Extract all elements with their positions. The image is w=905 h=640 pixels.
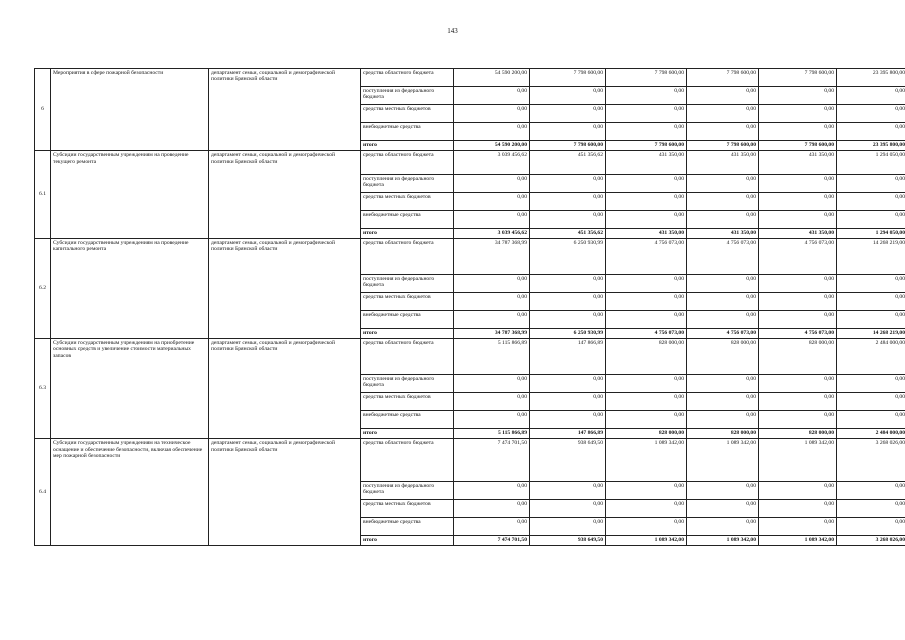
amount-cell: 0,00 — [759, 292, 837, 310]
amount-cell: 4 756 073,00 — [759, 328, 837, 338]
amount-cell: 0,00 — [530, 274, 606, 292]
amount-cell: 0,00 — [530, 292, 606, 310]
amount-cell: 0,00 — [837, 411, 905, 429]
amount-cell: 0,00 — [687, 210, 759, 228]
amount-cell: 0,00 — [454, 292, 530, 310]
budget-table — [34, 68, 905, 546]
table-row — [35, 151, 905, 174]
amount-cell: 828 000,00 — [759, 429, 837, 439]
funding-source: внебюджетные средства — [361, 411, 454, 429]
amount-cell: 0,00 — [759, 393, 837, 411]
amount-cell: 0,00 — [454, 87, 530, 105]
amount-cell: 0,00 — [837, 105, 905, 123]
section-executor: департамент семьи, социальной и демографической политики Брянской области — [209, 439, 361, 546]
amount-cell: 0,00 — [606, 274, 687, 292]
amount-cell: 0,00 — [530, 517, 606, 535]
table-row — [35, 238, 905, 274]
amount-cell: 828 000,00 — [606, 429, 687, 439]
amount-cell: 0,00 — [530, 481, 606, 499]
amount-cell: 4 756 073,00 — [687, 328, 759, 338]
amount-cell: 0,00 — [454, 210, 530, 228]
amount-cell: 431 350,00 — [759, 151, 837, 174]
funding-source: средства областного бюджета — [361, 238, 454, 274]
amount-cell: 0,00 — [759, 375, 837, 393]
amount-cell: 1 089 342,00 — [687, 535, 759, 545]
amount-cell: 4 756 073,00 — [759, 238, 837, 274]
table-row — [35, 338, 905, 374]
amount-cell: 0,00 — [687, 393, 759, 411]
amount-cell: 0,00 — [606, 87, 687, 105]
amount-cell: 0,00 — [837, 393, 905, 411]
amount-cell: 34 787 368,99 — [454, 328, 530, 338]
amount-cell: 0,00 — [606, 517, 687, 535]
amount-cell: 0,00 — [759, 174, 837, 192]
amount-cell: 0,00 — [454, 105, 530, 123]
table-row — [35, 439, 905, 481]
amount-cell: 0,00 — [837, 210, 905, 228]
funding-source: поступления из федерального бюджета — [361, 87, 454, 105]
amount-cell: 0,00 — [759, 192, 837, 210]
table-row — [35, 69, 905, 87]
amount-cell: 0,00 — [687, 375, 759, 393]
amount-cell: 0,00 — [687, 411, 759, 429]
amount-cell: 3 268 026,00 — [837, 535, 905, 545]
funding-source: внебюджетные средства — [361, 517, 454, 535]
amount-cell: 0,00 — [530, 393, 606, 411]
amount-cell: 3 039 456,62 — [454, 151, 530, 174]
amount-cell: 0,00 — [606, 174, 687, 192]
amount-cell: 2 484 000,00 — [837, 338, 905, 374]
amount-cell: 0,00 — [759, 411, 837, 429]
amount-cell: 451 356,62 — [530, 228, 606, 238]
amount-cell: 0,00 — [530, 310, 606, 328]
funding-source: средства местных бюджетов — [361, 192, 454, 210]
amount-cell: 14 268 219,00 — [837, 328, 905, 338]
amount-cell: 0,00 — [759, 499, 837, 517]
amount-cell: 828 000,00 — [606, 338, 687, 374]
amount-cell: 34 787 368,99 — [454, 238, 530, 274]
amount-cell: 7 798 600,00 — [606, 69, 687, 87]
amount-cell: 0,00 — [687, 292, 759, 310]
amount-cell: 0,00 — [759, 105, 837, 123]
amount-cell: 1 089 342,00 — [759, 439, 837, 481]
funding-source: средства местных бюджетов — [361, 105, 454, 123]
amount-cell: 6 250 930,99 — [530, 328, 606, 338]
funding-source: средства областного бюджета — [361, 439, 454, 481]
amount-cell: 0,00 — [837, 274, 905, 292]
amount-cell: 828 000,00 — [759, 338, 837, 374]
amount-cell: 0,00 — [530, 499, 606, 517]
section-index: 6.2 — [35, 238, 51, 338]
amount-cell: 7 474 701,50 — [454, 535, 530, 545]
amount-cell: 0,00 — [454, 481, 530, 499]
amount-cell: 7 798 600,00 — [687, 69, 759, 87]
amount-cell: 0,00 — [759, 517, 837, 535]
amount-cell: 0,00 — [454, 192, 530, 210]
funding-source: средства областного бюджета — [361, 338, 454, 374]
amount-cell: 3 039 456,62 — [454, 228, 530, 238]
amount-cell: 0,00 — [687, 87, 759, 105]
amount-cell: 1 294 050,00 — [837, 151, 905, 174]
amount-cell: 0,00 — [837, 87, 905, 105]
funding-source: средства местных бюджетов — [361, 292, 454, 310]
amount-cell: 147 866,89 — [530, 338, 606, 374]
section-name: Субсидии государственным учреждениям на приобретение основных средств и увеличение стоимости материальных запасов — [51, 338, 209, 438]
section-name: Субсидии государственным учреждениям на проведение капитального ремонта — [51, 238, 209, 338]
amount-cell: 0,00 — [687, 105, 759, 123]
funding-source: внебюджетные средства — [361, 310, 454, 328]
section-index: 6.1 — [35, 151, 51, 238]
amount-cell: 0,00 — [530, 123, 606, 141]
amount-cell: 0,00 — [454, 517, 530, 535]
amount-cell: 23 395 800,00 — [837, 141, 905, 151]
funding-source: средства местных бюджетов — [361, 393, 454, 411]
amount-cell: 431 350,00 — [687, 228, 759, 238]
amount-cell: 0,00 — [759, 310, 837, 328]
amount-cell: 7 798 600,00 — [759, 69, 837, 87]
amount-cell: 0,00 — [606, 192, 687, 210]
amount-cell: 0,00 — [687, 274, 759, 292]
funding-source: поступления из федерального бюджета — [361, 481, 454, 499]
amount-cell: 0,00 — [837, 292, 905, 310]
amount-cell: 431 350,00 — [606, 151, 687, 174]
amount-cell: 828 000,00 — [687, 429, 759, 439]
amount-cell: 0,00 — [837, 123, 905, 141]
section-name: Мероприятия в сфере пожарной безопасности — [51, 69, 209, 151]
amount-cell: 1 089 342,00 — [606, 535, 687, 545]
section-name: Субсидии государственным учреждениям на техническое оснащение и обеспечение безопасности, включая обеспечение мер пожарной безопасности — [51, 439, 209, 546]
amount-cell: 0,00 — [606, 411, 687, 429]
amount-cell: 0,00 — [606, 393, 687, 411]
amount-cell: 54 590 200,00 — [454, 141, 530, 151]
amount-cell: 0,00 — [530, 87, 606, 105]
section-index: 6 — [35, 69, 51, 151]
amount-cell: 938 649,50 — [530, 439, 606, 481]
amount-cell: 7 798 600,00 — [530, 69, 606, 87]
amount-cell: 0,00 — [530, 174, 606, 192]
amount-cell: 14 268 219,00 — [837, 238, 905, 274]
amount-cell: 1 089 342,00 — [606, 439, 687, 481]
amount-cell: 0,00 — [687, 517, 759, 535]
funding-source: поступления из федерального бюджета — [361, 375, 454, 393]
amount-cell: 5 115 866,89 — [454, 338, 530, 374]
amount-cell: 0,00 — [454, 375, 530, 393]
amount-cell: 0,00 — [759, 123, 837, 141]
funding-source: итого — [361, 228, 454, 238]
amount-cell: 0,00 — [454, 310, 530, 328]
funding-source: поступления из федерального бюджета — [361, 274, 454, 292]
amount-cell: 1 089 342,00 — [687, 439, 759, 481]
amount-cell: 0,00 — [759, 274, 837, 292]
amount-cell: 7 798 600,00 — [606, 141, 687, 151]
amount-cell: 0,00 — [837, 517, 905, 535]
amount-cell: 0,00 — [454, 499, 530, 517]
funding-source: итого — [361, 429, 454, 439]
amount-cell: 431 350,00 — [687, 151, 759, 174]
amount-cell: 0,00 — [759, 481, 837, 499]
amount-cell: 7 474 701,50 — [454, 439, 530, 481]
amount-cell: 3 268 026,00 — [837, 439, 905, 481]
funding-source: итого — [361, 141, 454, 151]
amount-cell: 1 294 050,00 — [837, 228, 905, 238]
amount-cell: 7 798 600,00 — [759, 141, 837, 151]
amount-cell: 0,00 — [454, 393, 530, 411]
amount-cell: 0,00 — [687, 192, 759, 210]
funding-source: средства местных бюджетов — [361, 499, 454, 517]
amount-cell: 0,00 — [530, 411, 606, 429]
funding-source: средства областного бюджета — [361, 151, 454, 174]
amount-cell: 0,00 — [837, 310, 905, 328]
amount-cell: 0,00 — [837, 481, 905, 499]
amount-cell: 431 350,00 — [759, 228, 837, 238]
amount-cell: 1 089 342,00 — [759, 535, 837, 545]
amount-cell: 451 356,62 — [530, 151, 606, 174]
funding-source: итого — [361, 535, 454, 545]
section-executor: департамент семьи, социальной и демографической политики Брянской области — [209, 338, 361, 438]
amount-cell: 0,00 — [687, 481, 759, 499]
amount-cell: 0,00 — [837, 174, 905, 192]
amount-cell: 0,00 — [606, 481, 687, 499]
amount-cell: 0,00 — [759, 87, 837, 105]
section-index: 6.4 — [35, 439, 51, 546]
funding-source: внебюджетные средства — [361, 123, 454, 141]
section-index: 6.3 — [35, 338, 51, 438]
funding-source: внебюджетные средства — [361, 210, 454, 228]
amount-cell: 7 798 600,00 — [530, 141, 606, 151]
amount-cell: 0,00 — [606, 292, 687, 310]
amount-cell: 0,00 — [606, 310, 687, 328]
amount-cell: 54 590 200,00 — [454, 69, 530, 87]
amount-cell: 5 115 866,89 — [454, 429, 530, 439]
amount-cell: 4 756 073,00 — [606, 328, 687, 338]
amount-cell: 0,00 — [454, 411, 530, 429]
amount-cell: 147 866,89 — [530, 429, 606, 439]
funding-source: поступления из федерального бюджета — [361, 174, 454, 192]
amount-cell: 0,00 — [454, 274, 530, 292]
amount-cell: 7 798 600,00 — [687, 141, 759, 151]
amount-cell: 0,00 — [530, 375, 606, 393]
section-executor: департамент семьи, социальной и демографической политики Брянской области — [209, 69, 361, 151]
section-name: Субсидии государственным учреждениям на проведение текущего ремонта — [51, 151, 209, 238]
amount-cell: 0,00 — [687, 174, 759, 192]
amount-cell: 0,00 — [687, 310, 759, 328]
amount-cell: 6 250 930,99 — [530, 238, 606, 274]
amount-cell: 0,00 — [606, 123, 687, 141]
amount-cell: 431 350,00 — [606, 228, 687, 238]
amount-cell: 0,00 — [837, 192, 905, 210]
section-executor: департамент семьи, социальной и демографической политики Брянской области — [209, 151, 361, 238]
amount-cell: 0,00 — [606, 499, 687, 517]
amount-cell: 0,00 — [759, 210, 837, 228]
amount-cell: 23 395 800,00 — [837, 69, 905, 87]
amount-cell: 0,00 — [454, 123, 530, 141]
amount-cell: 2 484 000,00 — [837, 429, 905, 439]
amount-cell: 0,00 — [837, 499, 905, 517]
funding-source: итого — [361, 328, 454, 338]
amount-cell: 0,00 — [606, 105, 687, 123]
funding-source: средства областного бюджета — [361, 69, 454, 87]
amount-cell: 0,00 — [837, 375, 905, 393]
amount-cell: 0,00 — [687, 123, 759, 141]
section-executor: департамент семьи, социальной и демографической политики Брянской области — [209, 238, 361, 338]
amount-cell: 0,00 — [606, 375, 687, 393]
page-number: 143 — [447, 27, 458, 35]
amount-cell: 0,00 — [454, 174, 530, 192]
amount-cell: 4 756 073,00 — [687, 238, 759, 274]
amount-cell: 828 000,00 — [687, 338, 759, 374]
amount-cell: 938 649,50 — [530, 535, 606, 545]
table-body — [35, 69, 905, 546]
amount-cell: 0,00 — [530, 105, 606, 123]
amount-cell: 0,00 — [530, 192, 606, 210]
amount-cell: 0,00 — [530, 210, 606, 228]
amount-cell: 0,00 — [606, 210, 687, 228]
amount-cell: 4 756 073,00 — [606, 238, 687, 274]
amount-cell: 0,00 — [687, 499, 759, 517]
